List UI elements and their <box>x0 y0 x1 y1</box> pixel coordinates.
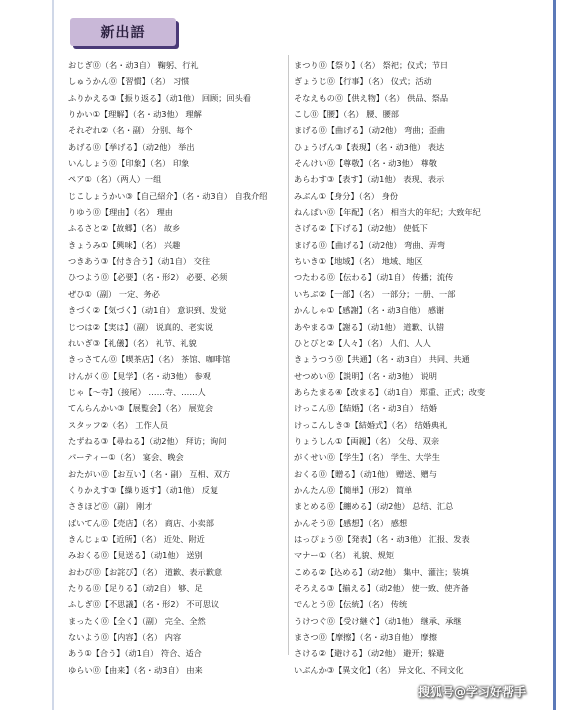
vocab-entry: さける②【避ける】（动2他） 避开；躲避 <box>294 648 445 659</box>
vocab-entry: けんがく⓪【見学】（名・动3他） 参观 <box>68 370 211 381</box>
vocab-entry: そなえもの⓪【供え物】（名） 供品、祭品 <box>294 92 449 103</box>
vocab-entry: ちいき①【地域】（名） 地域、地区 <box>294 256 423 267</box>
vocab-entry: かんたん⓪【簡単】（形2） 简单 <box>294 484 413 495</box>
vocab-entry: スタッフ②（名） 工作人员 <box>68 419 169 430</box>
vocab-entry: いんしょう⓪【印象】（名） 印象 <box>68 158 190 169</box>
vocab-entry: あう①【合う】（动1自） 符合、适合 <box>68 648 202 659</box>
vocab-entry: がくせい⓪【学生】（名） 学生、大学生 <box>294 452 440 463</box>
vocab-entry: ぎょうじ⓪【行事】（名） 仪式；活动 <box>294 76 432 87</box>
vocab-entry: いちぶ②【一部】（名） 一部分；一册、一部 <box>294 288 456 299</box>
vocab-entry: くりかえす③【繰り返す】（动1他） 反复 <box>68 484 219 495</box>
vocab-entry: かんそう⓪【感想】（名） 感想 <box>294 517 408 528</box>
vocab-entry: でんとう⓪【伝統】（名） 传统 <box>294 599 408 610</box>
vocab-entry: そんけい⓪【尊敬】（名・动3他） 尊敬 <box>294 158 437 169</box>
vocab-entry: ペア①（名）（两人）一组 <box>68 174 162 185</box>
vocab-entry: ひとびと②【人々】（名） 人们、人人 <box>294 337 431 348</box>
vocab-entry: きづく②【気づく】（动1自） 意识到、发觉 <box>68 305 227 316</box>
vocab-entry: せつめい⓪【説明】（名・动3他） 说明 <box>294 370 437 381</box>
vocab-entry: いぶんか③【異文化】（名） 异文化、不同文化 <box>294 664 464 675</box>
vocab-entry: りょうしん①【両親】（名） 父母、双亲 <box>294 435 440 446</box>
vocab-entry: しゅうかん⓪【習慣】（名） 习惯 <box>68 76 190 87</box>
vocab-entry: パーティー①（名） 宴会、晚会 <box>68 452 184 463</box>
vocab-entry: ふしぎ⓪【不思議】（名・形2） 不可思议 <box>68 599 220 610</box>
vocab-entry: つきあう③【付き合う】（动1自） 交往 <box>68 256 211 267</box>
vocab-entry: あらたまる④【改まる】（动1自） 郑重、正式；改变 <box>294 386 486 397</box>
section-title-box <box>70 18 176 46</box>
vocab-entry: きんじょ①【近所】（名） 近处、附近 <box>68 533 205 544</box>
vocab-entry: こめる②【込める】（动2他） 集中、灌注；装填 <box>294 566 469 577</box>
vocab-entry: ぜひ①（副） 一定、务必 <box>68 288 160 299</box>
vocab-entry: かんしゃ①【感謝】（名・动3自他） 感谢 <box>294 305 445 316</box>
vocab-entry: おじぎ⓪（名・动3自） 鞠躬、行礼 <box>68 60 199 70</box>
vocab-entry: みぶん①【身分】（名） 身份 <box>294 190 399 201</box>
vocab-entry: みおくる⓪【見送る】（动1他） 送别 <box>68 550 203 561</box>
vocab-entry: うけつぐ⓪【受け継ぐ】（动1他） 继承、承继 <box>294 615 462 626</box>
section-title: 新出語 <box>100 25 146 41</box>
vocab-entry: まったく⓪【全く】（副） 完全、全然 <box>68 615 206 626</box>
vocab-entry: ゆらい⓪【由来】（名・动3自） 由来 <box>68 664 203 675</box>
vocab-entry: マナー①（名） 礼貌、规矩 <box>294 550 395 561</box>
vocab-entry: まげる⓪【曲げる】（动2他） 弯曲、弄弯 <box>294 239 446 250</box>
vocab-entry: つたわる⓪【伝わる】（动1自） 传播；流传 <box>294 272 454 283</box>
vocab-entry: おわび⓪【お詫び】（名） 道歉、表示歉意 <box>68 566 223 577</box>
vocab-entry: たずねる③【尋ねる】（动2他） 拜访；询问 <box>68 435 227 446</box>
vocab-entry: おくる⓪【贈る】（动1他） 赠送、赠与 <box>294 468 437 479</box>
vocab-entry: ねんぱい⓪【年配】（名） 相当大的年纪；大致年纪 <box>294 207 481 218</box>
vocab-entry: たりる⓪【足りる】（动2自） 够、足 <box>68 583 203 593</box>
vocab-entry: あらわす③【表す】（动1他） 表现、表示 <box>294 174 445 185</box>
vocab-entry: りかい①【理解】（名・动3他） 理解 <box>68 109 202 120</box>
vocab-entry: ばいてん⓪【売店】（名） 商店、小卖部 <box>68 517 214 528</box>
vocab-entry: ふるさと②【故郷】（名） 故乡 <box>68 223 181 234</box>
vocab-entry: まげる⓪【曲げる】（动2他） 弯曲；歪曲 <box>294 125 446 136</box>
vocab-entry: こし⓪【腰】（名） 腰、腰部 <box>294 109 399 120</box>
vocab-entry: さきほど⓪（副） 刚才 <box>68 501 153 512</box>
vocab-entry: じつは②【実は】（副） 说真的、老实说 <box>68 321 214 332</box>
vocab-column-right <box>294 57 539 678</box>
vocab-entry: ひつよう⓪【必要】（名・形2） 必要、必须 <box>68 272 228 283</box>
vocab-entry: てんらんかい③【展覧会】（名） 展览会 <box>68 403 214 414</box>
watermark: 搜狐号@学习好帮手 <box>418 685 527 699</box>
vocab-entry: ないよう⓪【内容】（名） 内容 <box>68 632 182 643</box>
vocab-entry: れいぎ③【礼儀】（名） 礼节、礼貌 <box>68 337 197 348</box>
vocab-entry: けっこん⓪【結婚】（名・动3自） 结婚 <box>294 403 437 414</box>
vocab-entry: まとめる⓪【纏める】（动2他） 总结、汇总 <box>294 501 454 512</box>
vocab-entry: さげる②【下げる】（动2他） 使低下 <box>294 223 428 234</box>
vocab-entry: ひょうげん③【表現】（名・动3他） 表达 <box>294 141 445 152</box>
vocab-entry: あげる⓪【挙げる】（动2他） 举出 <box>68 141 195 152</box>
vocab-entry: おたがい⓪【お互い】（名・副） 互相、双方 <box>68 468 231 479</box>
vocab-entry: きょうみ①【興味】（名） 兴趣 <box>68 239 181 250</box>
vocab-entry: きっさてん⓪【喫茶店】（名） 茶馆、咖啡馆 <box>68 354 231 365</box>
vocab-entry: それぞれ②（名・副） 分别、每个 <box>68 125 193 136</box>
vocab-entry: けっこんしき③【結婚式】（名） 结婚典礼 <box>294 419 448 430</box>
column-divider <box>288 55 289 655</box>
vocab-entry: そろえる③【揃える】（动2他） 使一致、使齐备 <box>294 583 469 593</box>
vocab-column-left <box>68 57 283 678</box>
vocab-entry: じこしょうかい③【自己紹介】（名・动3自） 自我介绍 <box>68 190 268 201</box>
vocab-entry: きょうつう⓪【共通】（名・动3自） 共同、共通 <box>294 354 470 365</box>
vocab-entry: ふりかえる③【振り返る】（动1他） 回顾；回头看 <box>68 92 251 103</box>
vocab-entry: はっぴょう⓪【発表】（名・动3他） 汇报、发表 <box>294 533 470 544</box>
vocab-entry: りゆう⓪【理由】（名） 理由 <box>68 207 173 218</box>
vocab-entry: まさつ⓪【摩擦】（名・动3自他） 摩擦 <box>294 632 437 643</box>
vocab-entry: まつり⓪【祭り】（名） 祭祀；仪式；节日 <box>294 60 449 70</box>
vocab-entry: じゃ【～寺】（接尾） ……寺、……人 <box>68 386 206 397</box>
vocab-entry: あやまる③【謝る】（动1他） 道歉、认错 <box>294 321 445 332</box>
